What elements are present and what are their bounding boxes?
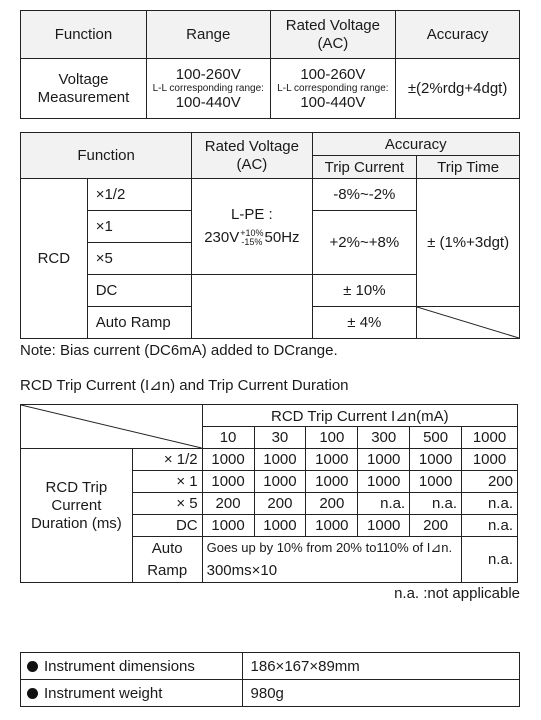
rated-base: 230V [204, 228, 240, 246]
spec-table [20, 652, 520, 707]
duration-value: 1000 [254, 515, 306, 537]
auto-text: Goes up by 10% from 20% to110% of I⊿n. [202, 537, 461, 560]
duration-value: 1000 [358, 471, 410, 493]
tc-ramp: ± 4% [312, 307, 417, 339]
rcd-mode: ×5 [87, 243, 192, 275]
voltage-header-accuracy: Accuracy [396, 11, 520, 59]
auto-value: n.a. [462, 537, 518, 583]
duration-mode: × 1 [132, 471, 202, 493]
spec-value: 186×167×89mm [242, 653, 519, 680]
range-main: 100-260V [175, 66, 241, 83]
spec-label-text: Instrument weight [44, 684, 163, 702]
rcd-header-trip-current: Trip Current [312, 156, 417, 179]
range-note: L-L corresponding range: [152, 83, 264, 94]
spec-value: 980g [242, 680, 519, 707]
note-na: n.a. :not applicable [394, 585, 520, 602]
rated-freq: 50Hz [264, 228, 300, 246]
duration-value: 1000 [202, 471, 254, 493]
tc-1-5: +2%~+8% [312, 211, 417, 275]
rcd-rated-voltage [192, 179, 312, 275]
duration-corner-cell [21, 405, 203, 449]
spec-label [21, 680, 243, 707]
duration-row-label: RCD Trip Current Duration (ms) [21, 449, 133, 583]
duration-value: 200 [462, 471, 518, 493]
duration-value: 1000 [462, 449, 518, 471]
duration-table [20, 404, 518, 583]
spec-label-text: Instrument dimensions [44, 657, 195, 675]
duration-value: 200 [410, 515, 462, 537]
duration-value: n.a. [410, 493, 462, 515]
tc-half: -8%~-2% [312, 179, 417, 211]
duration-value: 1000 [306, 515, 358, 537]
duration-value: 1000 [202, 515, 254, 537]
rated-line1: L-PE : [231, 205, 273, 223]
rcd-header-rated: Rated Voltage (AC) [192, 133, 312, 179]
duration-value: 1000 [410, 449, 462, 471]
current-col: 300 [358, 427, 410, 449]
duration-value: 1000 [410, 471, 462, 493]
rated-empty [192, 275, 312, 339]
rcd-header-function: Function [21, 133, 192, 179]
duration-value: 1000 [358, 449, 410, 471]
current-col: 500 [410, 427, 462, 449]
rcd-header-accuracy: Accuracy [312, 133, 519, 156]
duration-value: n.a. [462, 493, 518, 515]
rated-main: 100-260V [300, 66, 366, 83]
tc-dc: ± 10% [312, 275, 417, 307]
rcd-table [20, 132, 520, 339]
rcd-mode: DC [87, 275, 192, 307]
duration-value: 1000 [306, 471, 358, 493]
rcd-header-trip-time: Trip Time [417, 156, 520, 179]
duration-value: 1000 [306, 449, 358, 471]
voltage-function: Voltage Measurement [21, 59, 147, 119]
diagonal-line [21, 405, 202, 448]
rcd-mode: ×1 [87, 211, 192, 243]
duration-value: 200 [202, 493, 254, 515]
range-ll: 100-440V [175, 94, 241, 111]
duration-value: 200 [306, 493, 358, 515]
rated-minus: -15% [241, 237, 263, 248]
note-bias: Note: Bias current (DC6mA) added to DCrange. [20, 342, 338, 359]
ramp-text: 300ms×10 [202, 560, 461, 583]
trip-time-value: ± (1%+3dgt) [417, 179, 520, 307]
diagonal-line [417, 307, 519, 338]
current-col: 30 [254, 427, 306, 449]
duration-value: n.a. [358, 493, 410, 515]
voltage-accuracy: ±(2%rdg+4dgt) [396, 59, 520, 119]
auto-label: Auto [132, 537, 202, 560]
duration-mode: × 5 [132, 493, 202, 515]
rcd-mode: Auto Ramp [87, 307, 192, 339]
duration-header: RCD Trip Current I⊿n(mA) [202, 405, 517, 427]
rated-note: L-L corresponding range: [277, 83, 389, 94]
voltage-header-function: Function [21, 11, 147, 59]
rcd-mode: ×1/2 [87, 179, 192, 211]
duration-value: 1000 [358, 515, 410, 537]
current-col: 1000 [462, 427, 518, 449]
voltage-header-range: Range [146, 11, 270, 59]
voltage-table [20, 10, 520, 119]
rated-ll: 100-440V [300, 94, 366, 111]
current-col: 10 [202, 427, 254, 449]
bullet-icon [27, 688, 38, 699]
duration-mode: DC [132, 515, 202, 537]
duration-value: 1000 [254, 449, 306, 471]
current-col: 100 [306, 427, 358, 449]
duration-mode: × 1/2 [132, 449, 202, 471]
ramp-label: Ramp [132, 560, 202, 583]
spec-label [21, 653, 243, 680]
duration-value: 200 [254, 493, 306, 515]
duration-value: n.a. [462, 515, 518, 537]
rcd-function: RCD [21, 179, 88, 339]
trip-time-na-cell [417, 307, 520, 339]
bullet-icon [27, 661, 38, 672]
rated-plus: +10% [240, 228, 264, 239]
section-title: RCD Trip Current (I⊿n) and Trip Current Duration [20, 377, 349, 394]
duration-value: 1000 [202, 449, 254, 471]
duration-value: 1000 [254, 471, 306, 493]
voltage-header-rated: Rated Voltage (AC) [270, 11, 396, 59]
